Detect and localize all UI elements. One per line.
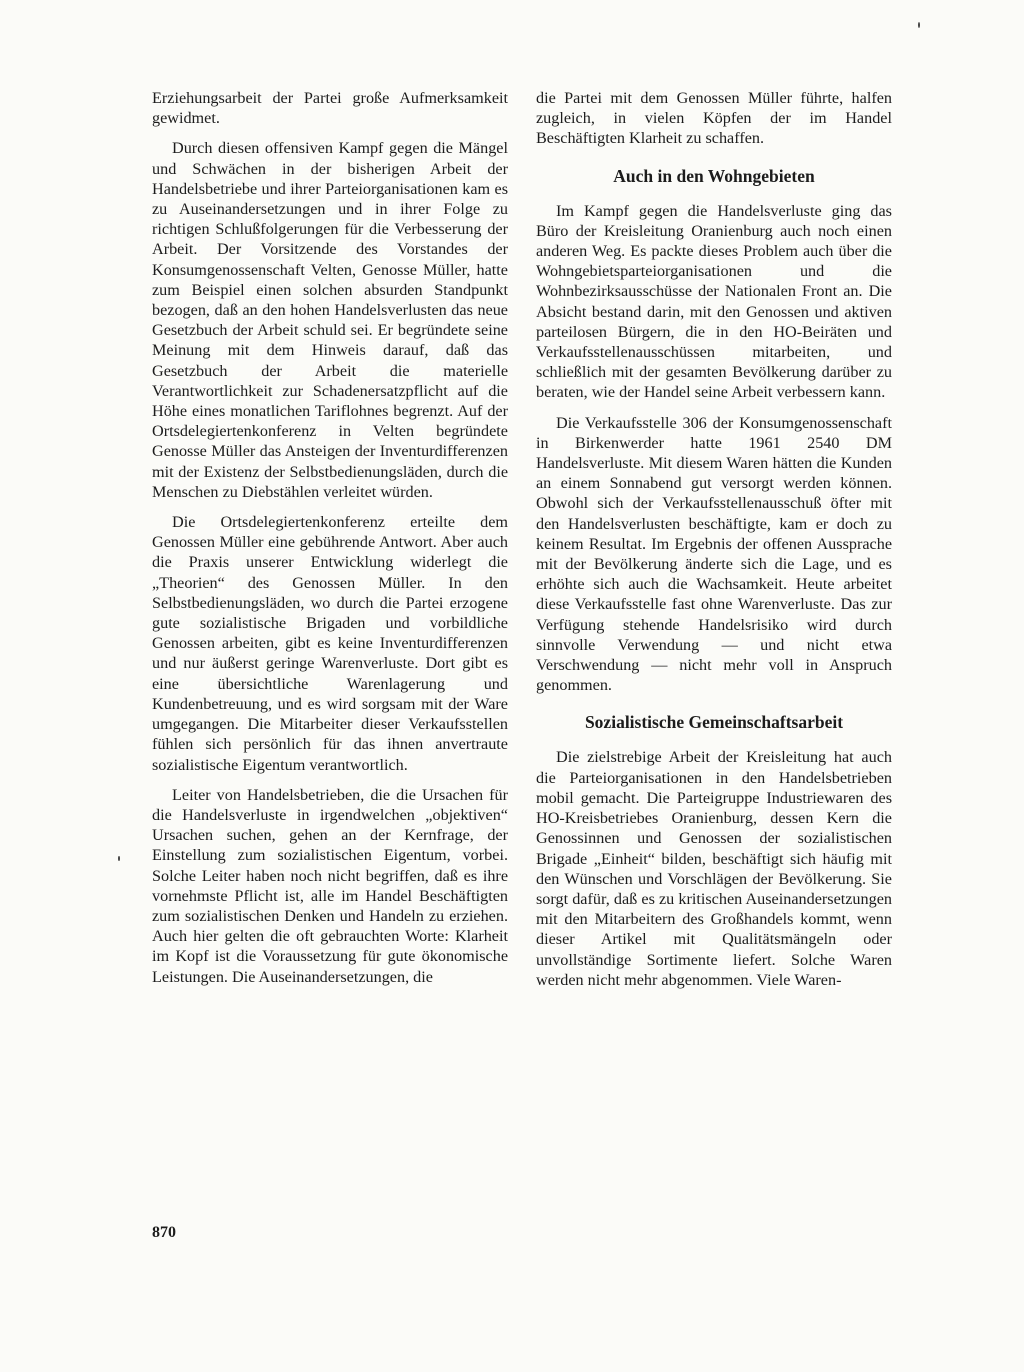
paragraph-5: die Partei mit dem Genossen Müller führte, halfen zugleich, in vielen Köpfen der im Handel Beschäftigten Klarheit zu schaffen.	[536, 89, 892, 148]
paragraph-4: Leiter von Handelsbetrieben, die die Ursachen für die Handelsverluste in irgendwelchen „objektiven“ Ursachen suchen, gehen an der Kernfrage, der Einstellung zum sozialistischen Eigentum, vorbei. Solche Leiter haben noch nicht begriffen, daß es ihre vornehmste Pflicht ist, alle im Handel Beschäftigten zum sozialistischen Denken und Handeln zu erziehen. Auch hier gelten die oft gebrauchten Worte: Klarheit im Kopf ist die Voraussetzung für gute ökonomische Leistungen. Die Auseinandersetzungen, die	[152, 785, 508, 986]
paragraph-1: Erziehungsarbeit der Partei große Aufmerksamkeit gewidmet.	[152, 89, 508, 128]
left-column	[152, 88, 508, 997]
scan-speck-mark	[118, 856, 120, 861]
scan-speck-mark	[918, 22, 920, 28]
paragraph-7: Die Verkaufsstelle 306 der Konsumgenossenschaft in Birkenwerder hatte 1961 2540 DM Handelsverluste. Mit diesem Waren hätten die Kunden an einem Sonnabend gut versorgt werden können. Obwohl sich der Verkaufsstellenausschuß öfter mit den Handelsverlusten beschäftigte, kam er doch zu keinem Resultat. Im Ergebnis der offenen Aussprache mit der Bevölkerung änderte sich die Lage, und es erhöhte sich auch die Wachsamkeit. Heute arbeitet diese Verkaufsstelle fast ohne Warenverluste. Das zur Verfügung stehende Handelsrisiko wird durch sinnvolle Verwendung — und nicht etwa Verschwendung — nicht mehr voll in Anspruch genommen.	[536, 413, 892, 695]
page-number: 870	[152, 1224, 176, 1241]
right-column	[536, 88, 892, 1000]
paragraph-6: Im Kampf gegen die Handelsverluste ging das Büro der Kreisleitung Oranienburg auch noch einen anderen Weg. Es packte dieses Problem auch über die Wohngebietsparteiorganisationen und die Wohnbezirksausschüsse der Nationalen Front an. Die Absicht bestand darin, mit den Genossen und aktiven parteilosen Bürgern, die in den HO-Beiräten und Verkaufsstellenausschüssen mitarbeiten, und schließlich mit der gesamten Bevölkerung darüber zu beraten, wie der Handel seine Arbeit verbessern kann.	[536, 201, 892, 402]
section-heading-wohngebiete: Auch in den Wohngebieten	[613, 165, 815, 186]
paragraph-2: Durch diesen offensiven Kampf gegen die Mängel und Schwächen in der bisherigen Arbeit der Handelsbetriebe und ihrer Parteiorganisationen kam es zu Auseinandersetzungen und in ihrer Folge zu richtigen Schlußfolgerungen für die Verbesserung der Arbeit. Der Vorsitzende des Vorstandes der Konsumgenossenschaft Velten, Genosse Müller, hatte zum Beispiel einen solchen absurden Standpunkt bezogen, daß an den hohen Handelsverlusten das neue Gesetzbuch der Arbeit schuld sei. Er begründete seine Meinung mit dem Hinweis darauf, daß das Gesetzbuch der Arbeit die materielle Verantwortlichkeit zur Schadenersatzpflicht auf die Höhe eines monatlichen Tariflohnes begrenzt. Auf der Ortsdelegiertenkonferenz in Velten begründete Genosse Müller das Ansteigen der Inventurdifferenzen mit der Existenz der Selbstbedienungsläden, durch die Menschen zu Diebstählen verleitet würden.	[152, 139, 508, 501]
paragraph-8: Die zielstrebige Arbeit der Kreisleitung hat auch die Parteiorganisationen in den Handelsbetrieben mobil gemacht. Die Parteigruppe Industriewaren des HO-Kreisbetriebes Oranienburg, dessen Kern die Genossinnen und Genossen der sozialistischen Brigade „Einheit“ bilden, beschäftigt sich häufig mit den Wünschen und Vorschlägen der Bevölkerung. Sie sorgt dafür, daß es zu kritischen Auseinandersetzungen mit den Mitarbeitern des Großhandels kommt, wenn dieser Artikel mit Qualitätsmängeln oder unvollständige Sortimente liefert. Solche Waren werden nicht mehr abgenommen. Viele Waren-	[536, 748, 892, 989]
section-heading-gemeinschaftsarbeit: Sozialistische Gemeinschaftsarbeit	[584, 712, 844, 733]
paragraph-3: Die Ortsdelegiertenkonferenz erteilte dem Genossen Müller eine gebührende Antwort. Aber auch die Praxis unserer Entwicklung widerlegt die „Theorien“ des Genossen Müller. In den Selbstbedienungsläden, wo durch die Partei erzogene gute sozialistische Brigaden und vorbildliche Genossen arbeiten, gibt es keine Inventurdifferenzen und nur äußerst geringe Warenverluste. Dort gibt es eine übersichtliche Warenlagerung und Kundenbetreuung, und es wird sorgsam mit der Ware umgegangen. Die Mitarbeiter dieser Verkaufsstellen fühlen sich persönlich für das ihnen anvertraute sozialistische Eigentum verantwortlich.	[152, 513, 508, 774]
